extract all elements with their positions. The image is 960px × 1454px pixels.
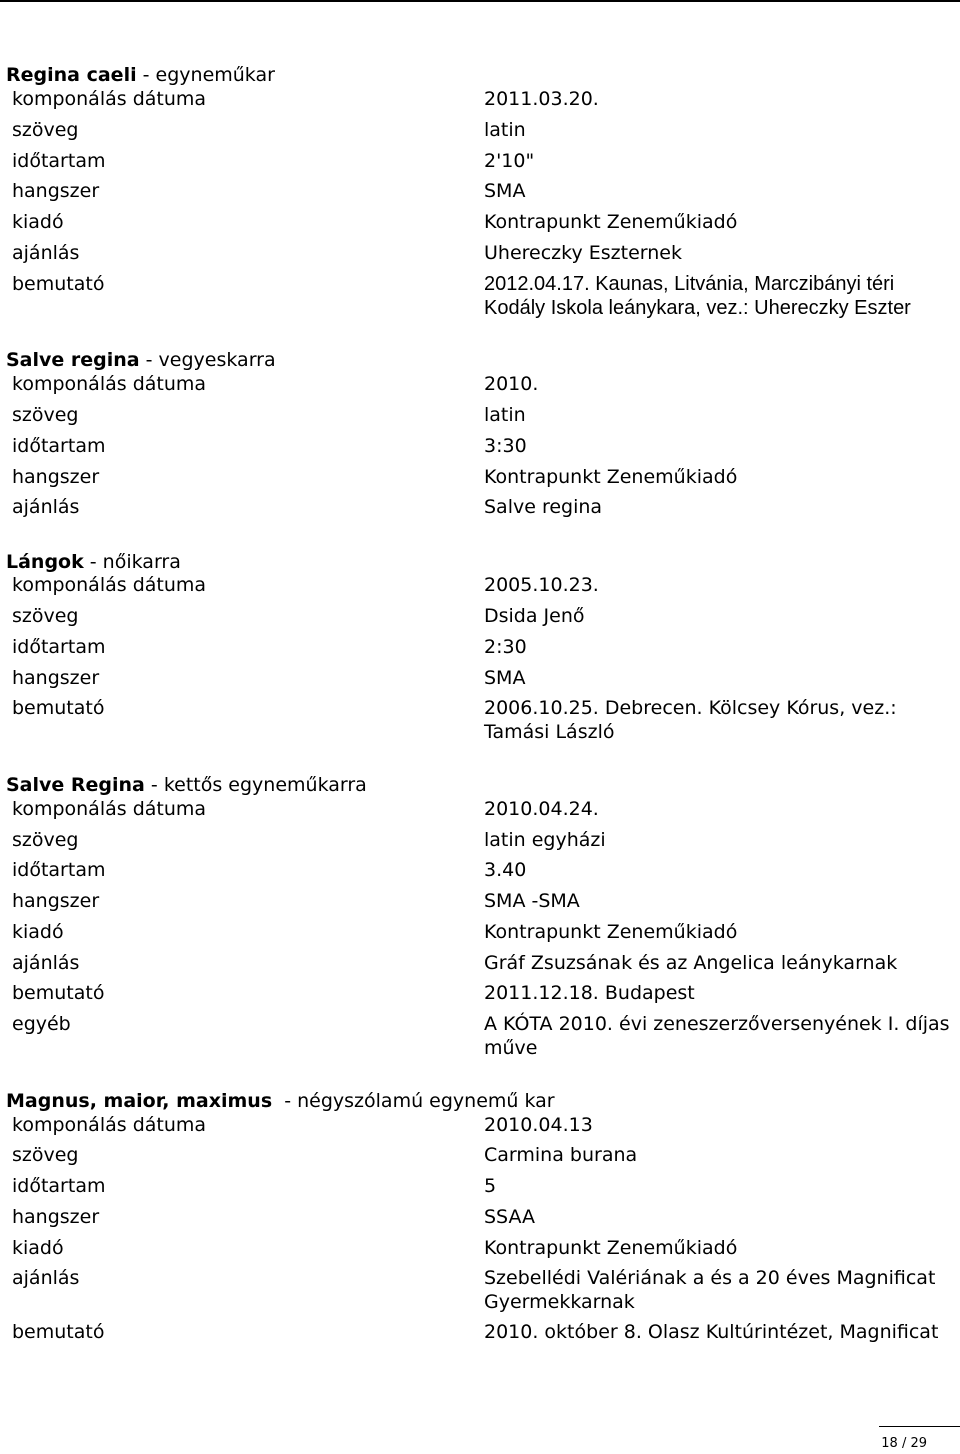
- detail-value: Kontrapunkt Zeneműkiadó: [484, 1237, 738, 1259]
- page-number: 18 / 29: [881, 1436, 927, 1451]
- work-title: [6, 63, 275, 87]
- detail-label: hangszer: [12, 180, 100, 202]
- detail-value: latin egyházi: [484, 829, 606, 851]
- detail-label: kiadó: [12, 1237, 64, 1259]
- detail-label: bemutató: [12, 982, 105, 1004]
- detail-value: A KÓTA 2010. évi zeneszerzőversenyének I. díjas műve: [484, 1013, 950, 1059]
- work-title-name: Regina caeli: [6, 64, 137, 86]
- detail-value: Kontrapunkt Zeneműkiadó: [484, 921, 738, 943]
- footer-rule: [879, 1426, 960, 1427]
- detail-value: 5: [484, 1175, 497, 1197]
- detail-label: komponálás dátuma: [12, 88, 207, 110]
- detail-value: 3.40: [484, 859, 527, 881]
- detail-label: hangszer: [12, 890, 100, 912]
- detail-label: időtartam: [12, 859, 106, 881]
- detail-label: ajánlás: [12, 952, 80, 974]
- detail-value: 2:30: [484, 636, 527, 658]
- detail-value: 3:30: [484, 435, 527, 457]
- work-title: [6, 550, 181, 574]
- detail-label: szöveg: [12, 1144, 79, 1166]
- detail-label: szöveg: [12, 119, 79, 141]
- work-title-name: Lángok: [6, 551, 84, 573]
- detail-label: komponálás dátuma: [12, 373, 207, 395]
- detail-label: hangszer: [12, 667, 100, 689]
- detail-value: 2010. október 8. Olasz Kultúrintézet, Magnificat: [484, 1321, 939, 1343]
- work-title-subtitle: - nőikarra: [83, 551, 181, 573]
- detail-label: komponálás dátuma: [12, 1114, 207, 1136]
- detail-label: hangszer: [12, 466, 100, 488]
- detail-value: Szebellédi Valériának a és a 20 éves Magnificat Gyermekkarnak: [484, 1267, 936, 1313]
- detail-value: Kontrapunkt Zeneműkiadó: [484, 211, 738, 233]
- detail-value: Uhereczky Eszternek: [484, 242, 682, 264]
- detail-value: 2011.03.20.: [484, 88, 599, 110]
- detail-label: ajánlás: [12, 242, 80, 264]
- detail-label: komponálás dátuma: [12, 574, 207, 596]
- work-title-subtitle: - egyneműkar: [136, 64, 275, 86]
- detail-label: komponálás dátuma: [12, 798, 207, 820]
- top-rule: [0, 0, 960, 2]
- detail-label: bemutató: [12, 1321, 105, 1343]
- detail-value: Salve regina: [484, 496, 603, 518]
- detail-label: időtartam: [12, 435, 106, 457]
- detail-label: időtartam: [12, 636, 106, 658]
- detail-value: 2010.: [484, 373, 539, 395]
- detail-value: SMA -SMA: [484, 890, 580, 912]
- detail-value: Dsida Jenő: [484, 605, 585, 627]
- detail-value: SSAA: [484, 1206, 535, 1228]
- detail-label: kiadó: [12, 211, 64, 233]
- detail-label: időtartam: [12, 150, 106, 172]
- detail-value: 2010.04.24.: [484, 798, 599, 820]
- work-title: [6, 1089, 555, 1113]
- work-title-name: Salve regina: [6, 349, 140, 371]
- detail-label: bemutató: [12, 273, 105, 295]
- work-title-subtitle: - kettős egyneműkarra: [144, 774, 367, 796]
- detail-value: SMA: [484, 180, 526, 202]
- detail-value: 2012.04.17. Kaunas, Litvánia, Marczibányi téri Kodály Iskola leánykara, vez.: Uhereczky Eszter: [484, 273, 911, 319]
- detail-label: kiadó: [12, 921, 64, 943]
- detail-value: latin: [484, 119, 526, 141]
- work-title-subtitle: - vegyeskarra: [139, 349, 276, 371]
- detail-value: latin: [484, 404, 526, 426]
- detail-label: szöveg: [12, 605, 79, 627]
- detail-value: Gráf Zsuzsának és az Angelica leánykarnak: [484, 952, 898, 974]
- detail-value: 2'10": [484, 150, 535, 172]
- detail-label: egyéb: [12, 1013, 71, 1035]
- detail-label: bemutató: [12, 697, 105, 719]
- detail-value: 2011.12.18. Budapest: [484, 982, 695, 1004]
- detail-value: SMA: [484, 667, 526, 689]
- work-title: [6, 773, 367, 797]
- detail-label: időtartam: [12, 1175, 106, 1197]
- detail-label: ajánlás: [12, 496, 80, 518]
- detail-value: Kontrapunkt Zeneműkiadó: [484, 466, 738, 488]
- work-title-name: Magnus, maior, maximus: [6, 1090, 273, 1112]
- detail-label: szöveg: [12, 829, 79, 851]
- detail-value: 2010.04.13: [484, 1114, 593, 1136]
- detail-label: ajánlás: [12, 1267, 80, 1289]
- work-title-name: Salve Regina: [6, 774, 145, 796]
- detail-label: szöveg: [12, 404, 79, 426]
- work-title-subtitle: - négyszólamú egynemű kar: [272, 1090, 555, 1112]
- work-title: [6, 348, 276, 372]
- detail-label: hangszer: [12, 1206, 100, 1228]
- detail-value: 2006.10.25. Debrecen. Kölcsey Kórus, vez.: Tamási László: [484, 697, 897, 743]
- detail-value: 2005.10.23.: [484, 574, 599, 596]
- detail-value: Carmina burana: [484, 1144, 638, 1166]
